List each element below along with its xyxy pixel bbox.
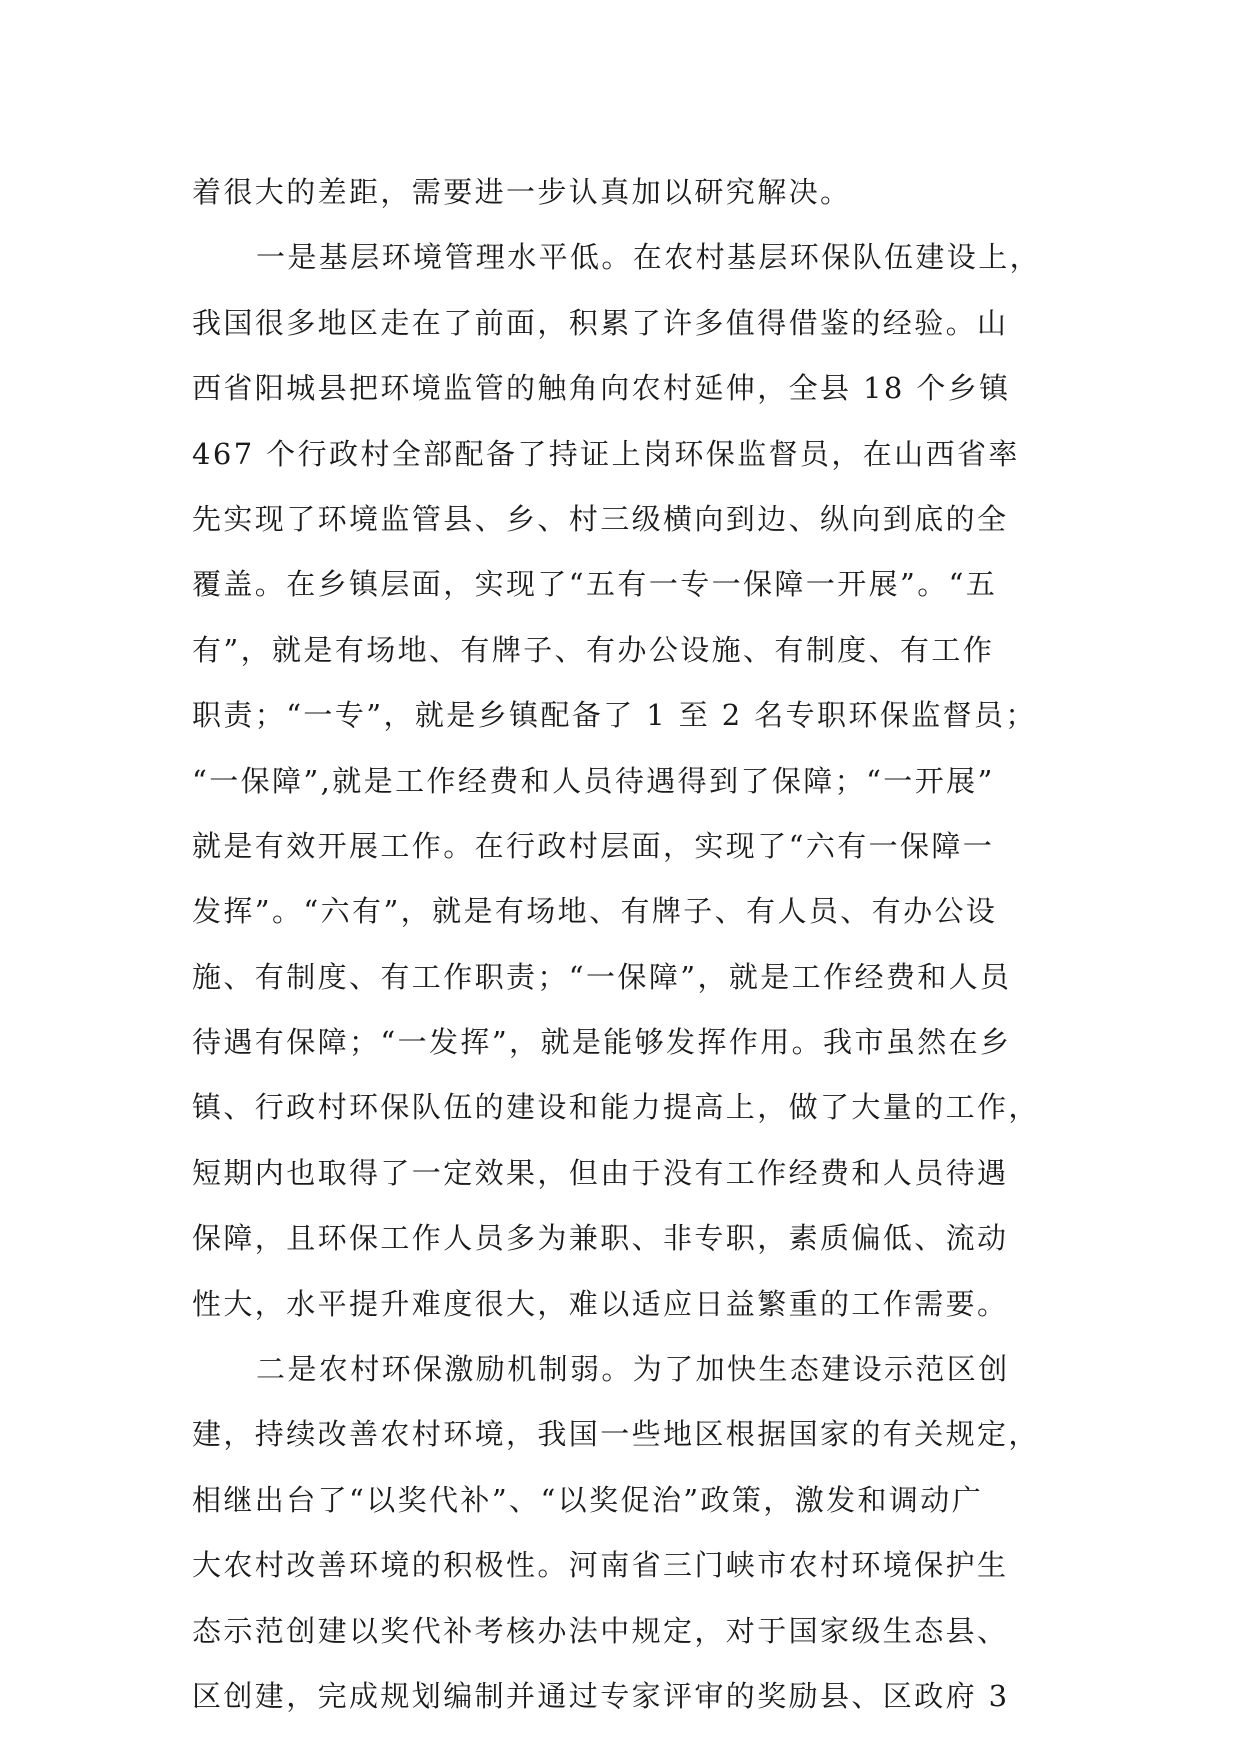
- text-line: 区创建，完成规划编制并通过专家评审的奖励县、区政府 3: [192, 1678, 1010, 1713]
- text-line: 覆盖。在乡镇层面，实现了“五有一专一保障一开展”。“五: [192, 567, 998, 602]
- body-text: [192, 160, 1052, 1729]
- paragraph-2-start: 二是农村环保激励机制弱。为了加快生态建设示范区创: [256, 1352, 1010, 1387]
- text-line: 467 个行政村全部配备了持证上岗环保监督员，在山西省率: [192, 436, 1020, 471]
- text-line: 建，持续改善农村环境，我国一些地区根据国家的有关规定，: [192, 1417, 1040, 1452]
- text-line: 施、有制度、有工作职责；“一保障”，就是工作经费和人员: [192, 959, 1012, 994]
- paragraph-1-start: 一是基层环境管理水平低。在农村基层环保队伍建设上，: [256, 240, 1042, 275]
- text-line: 有”，就是有场地、有牌子、有办公设施、有制度、有工作: [192, 632, 995, 667]
- text-line: 待遇有保障；“一发挥”，就是能够发挥作用。我市虽然在乡: [192, 1025, 1012, 1060]
- text-line: 保障，且环保工作人员多为兼职、非专职，素质偏低、流动: [192, 1221, 1009, 1256]
- text-line: 就是有效开展工作。在行政村层面，实现了“六有一保障一: [192, 828, 995, 863]
- text-line: 我国很多地区走在了前面，积累了许多值得借鉴的经验。山: [192, 305, 1009, 340]
- text-line: 大农村改善环境的积极性。河南省三门峡市农村环境保护生: [192, 1548, 1009, 1583]
- text-line: 镇、行政村环保队伍的建设和能力提高上，做了大量的工作，: [192, 1090, 1040, 1125]
- text-line: 着很大的差距，需要进一步认真加以研究解决。: [192, 175, 852, 209]
- text-line: 职责；“一专”，就是乡镇配备了 1 至 2 名专职环保监督员；: [192, 698, 1037, 733]
- text-line: 态示范创建以奖代补考核办法中规定，对于国家级生态县、: [192, 1613, 1009, 1648]
- text-line: 相继出台了“以奖代补”、“以奖促治”政策，激发和调动广: [192, 1482, 984, 1517]
- text-line: 发挥”。“六有”，就是有场地、有牌子、有人员、有办公设: [192, 894, 998, 929]
- text-line: 短期内也取得了一定效果，但由于没有工作经费和人员待遇: [192, 1155, 1009, 1190]
- text-line: “一保障”,就是工作经费和人员待遇得到了保障；“一开展”: [192, 763, 995, 798]
- text-line: 先实现了环境监管县、乡、村三级横向到边、纵向到底的全: [192, 501, 1009, 536]
- text-line: 西省阳城县把环境监管的触角向农村延伸，全县 18 个乡镇: [192, 371, 1011, 406]
- text-line: 性大，水平提升难度很大，难以适应日益繁重的工作需要。: [192, 1286, 1009, 1321]
